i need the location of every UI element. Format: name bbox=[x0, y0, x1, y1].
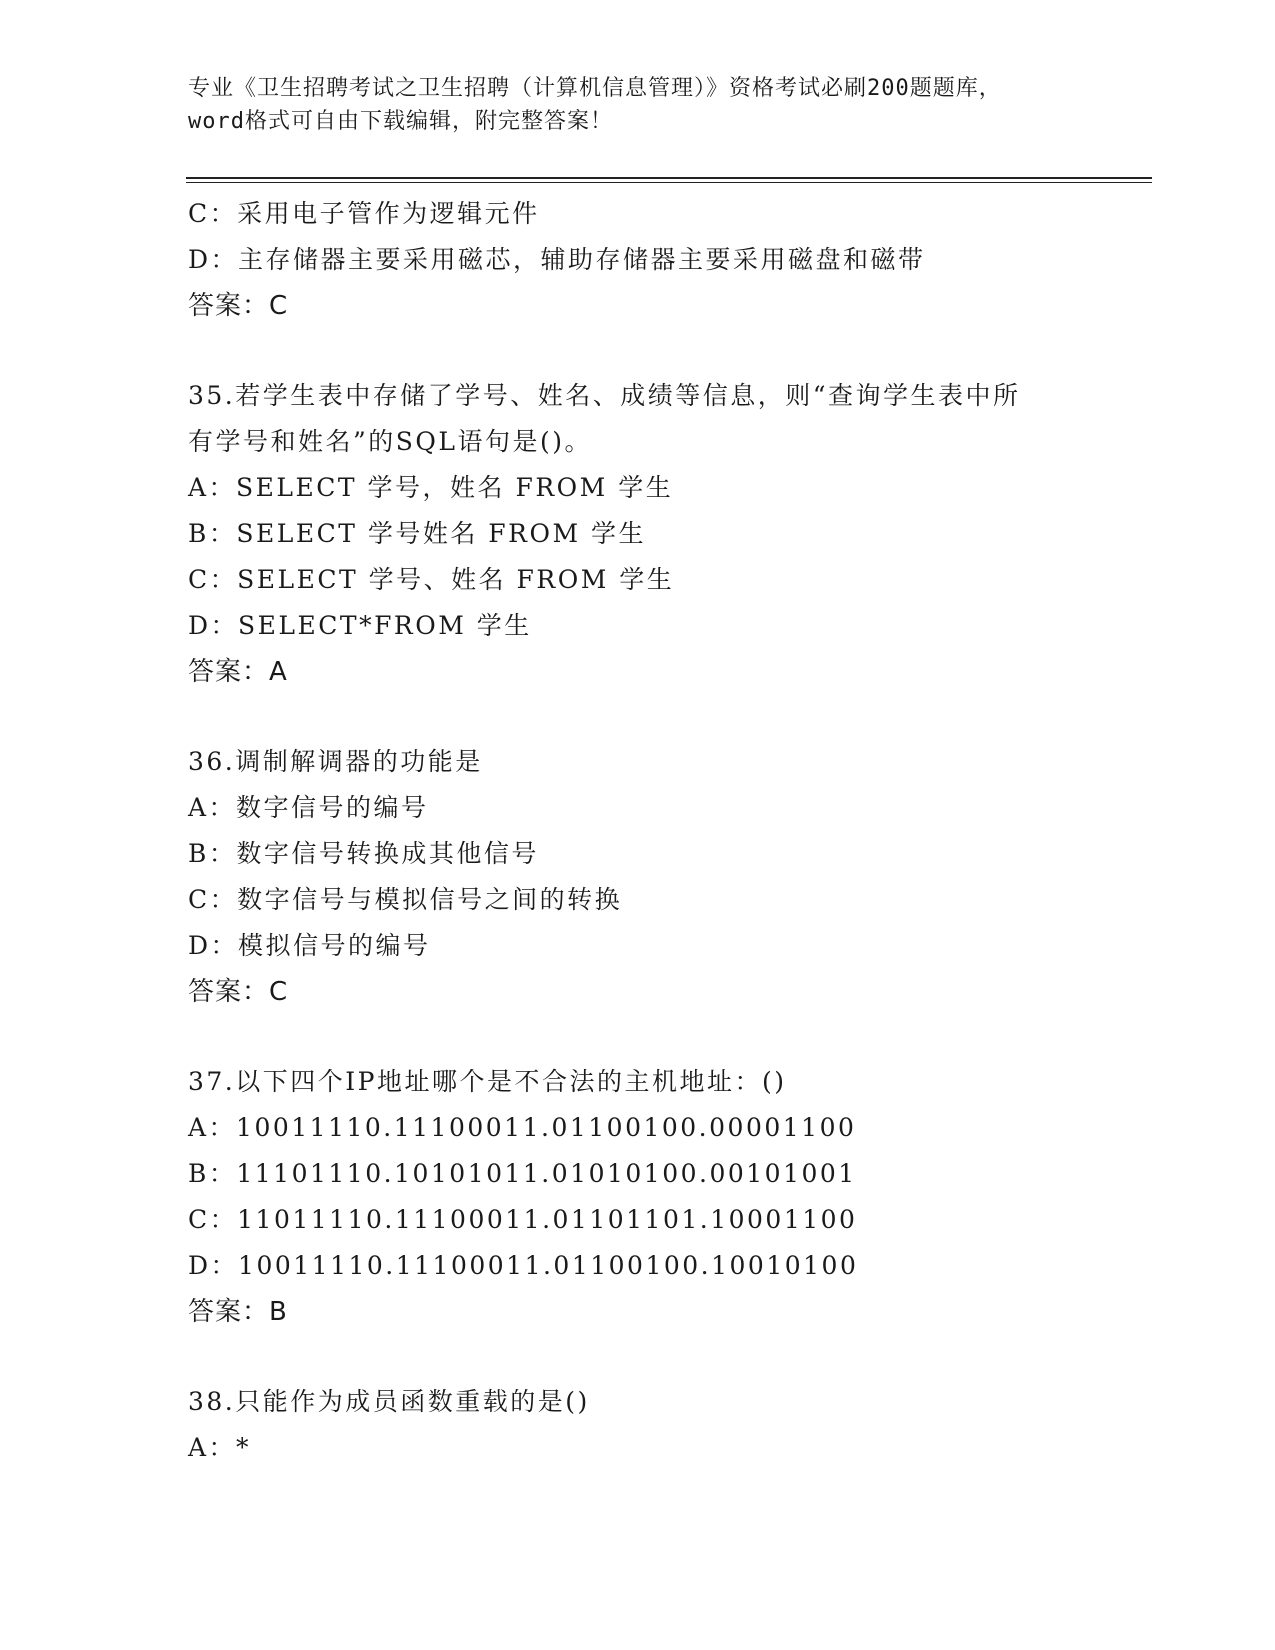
spacer bbox=[188, 329, 1148, 373]
document-header bbox=[188, 72, 1088, 138]
answer: 答案：B bbox=[188, 1297, 288, 1327]
option-b: B：数字信号转换成其他信号 bbox=[188, 839, 539, 868]
header-divider-thin bbox=[186, 182, 1152, 183]
option-d: D：10011110.11100011.01100100.10010100 bbox=[188, 1251, 859, 1280]
answer: 答案：C bbox=[188, 291, 289, 321]
option-a: A：数字信号的编号 bbox=[188, 793, 429, 822]
question-text: 38.只能作为成员函数重载的是() bbox=[188, 1387, 590, 1416]
option-b: B：11101110.10101011.01010100.00101001 bbox=[188, 1159, 857, 1188]
answer: 答案：A bbox=[188, 657, 288, 687]
option-c: C：采用电子管作为逻辑元件 bbox=[188, 199, 540, 228]
question-block-38 bbox=[188, 1379, 1148, 1471]
spacer bbox=[188, 695, 1148, 739]
option-b: B：SELECT 学号姓名 FROM 学生 bbox=[188, 519, 647, 548]
option-a: A：* bbox=[188, 1433, 252, 1462]
spacer bbox=[188, 1335, 1148, 1379]
question-block-34-tail bbox=[188, 191, 1148, 329]
question-block-35 bbox=[188, 373, 1148, 695]
question-text: 35.若学生表中存储了学号、姓名、成绩等信息，则“查询学生表中所 bbox=[188, 381, 1021, 410]
option-c: C：11011110.11100011.01101101.10001100 bbox=[188, 1205, 858, 1234]
question-block-36 bbox=[188, 739, 1148, 1015]
option-a: A：10011110.11100011.01100100.00001100 bbox=[188, 1113, 857, 1142]
option-c: C：SELECT 学号、姓名 FROM 学生 bbox=[188, 565, 675, 594]
header-line-2: word格式可自由下载编辑，附完整答案！ bbox=[188, 109, 613, 134]
question-list bbox=[188, 191, 1148, 1471]
option-d: D：主存储器主要采用磁芯，辅助存储器主要采用磁盘和磁带 bbox=[188, 245, 926, 274]
question-text: 37.以下四个IP地址哪个是不合法的主机地址：() bbox=[188, 1067, 787, 1096]
spacer bbox=[188, 1015, 1148, 1059]
option-a: A：SELECT 学号，姓名 FROM 学生 bbox=[188, 473, 674, 502]
question-text: 有学号和姓名”的SQL语句是()。 bbox=[188, 427, 593, 456]
question-text: 36.调制解调器的功能是 bbox=[188, 747, 483, 776]
answer: 答案：C bbox=[188, 977, 289, 1007]
option-c: C：数字信号与模拟信号之间的转换 bbox=[188, 885, 623, 914]
question-block-37 bbox=[188, 1059, 1148, 1335]
option-d: D：模拟信号的编号 bbox=[188, 931, 431, 960]
option-d: D：SELECT*FROM 学生 bbox=[188, 611, 532, 640]
header-divider-thick bbox=[186, 177, 1152, 179]
header-line-1: 专业《卫生招聘考试之卫生招聘（计算机信息管理）》资格考试必刷200题题库， bbox=[188, 76, 1002, 101]
